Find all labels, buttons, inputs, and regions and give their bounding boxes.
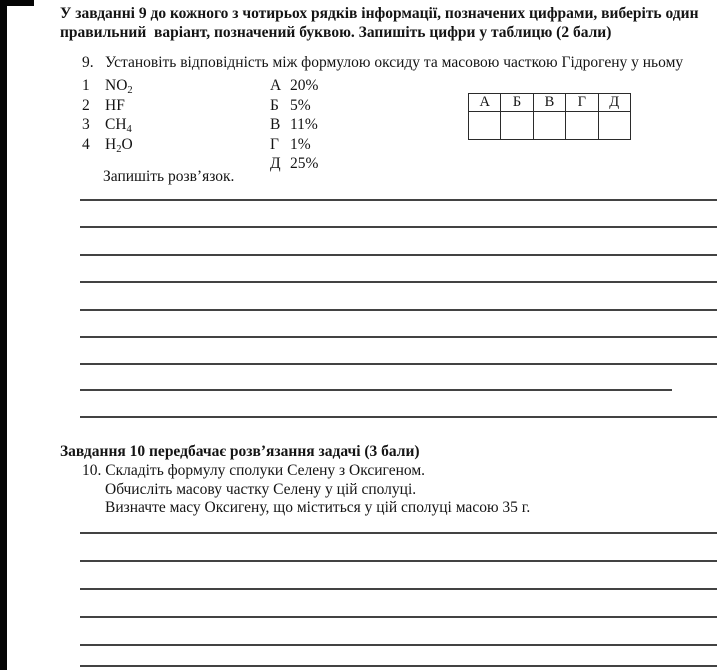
answer-table-answer-row [469, 112, 631, 140]
task9-option [270, 154, 318, 174]
option-value: 20% [290, 77, 319, 94]
task9-item [82, 135, 133, 155]
task10-statement-line1: 10. Складіть формулу сполуки Селену з Оксигеном. [82, 462, 426, 479]
answer-line [80, 363, 717, 365]
answer-table-input-cell [566, 112, 598, 140]
instructions-line1: У завданні 9 до кожного з чотирьох рядків інформації, позначених цифрами, виберіть один [60, 5, 699, 22]
answer-table-header-cell: В [533, 94, 565, 112]
answer-table-header-cell: Д [598, 94, 630, 112]
answer-table-header-row [469, 94, 631, 112]
item-formula: $NO_2$ [105, 77, 133, 96]
task10-statement-line2: Обчисліть масову частку Селену у цій сполуці. [105, 481, 417, 498]
answer-table-header-cell: Г [566, 94, 598, 112]
answer-table-header-cell: А [469, 94, 501, 112]
answer-line [80, 281, 717, 283]
item-formula: $H_2O$ [105, 135, 133, 155]
task9-option [270, 115, 318, 135]
answer-line [80, 644, 717, 646]
task9-item [82, 76, 133, 96]
task9-option-list [270, 76, 318, 174]
option-letter: А [270, 77, 282, 94]
item-number: 4 [82, 135, 90, 153]
answer-line [80, 254, 717, 256]
task10-heading: Завдання 10 передбачає розв’язання задачі (3 бали) [60, 443, 420, 460]
task9-prompt-text: Установіть відповідність між формулою оксиду та масовою часткою Гідрогену у ньому [105, 54, 684, 71]
answer-line [80, 309, 717, 311]
instructions-line2: правильний варіант, позначений буквою. Запишіть цифри у таблицю (2 бали) [60, 23, 612, 41]
answer-table-input-cell [469, 112, 501, 140]
answer-table-input-cell [533, 112, 565, 140]
task9-item [82, 115, 133, 135]
write-solution-label: Запишіть розв’язок. [103, 168, 235, 185]
scan-edge-artifact-left [0, 0, 7, 670]
option-value: 25% [290, 155, 319, 173]
task9-prompt [82, 54, 712, 72]
task9-option [270, 135, 318, 155]
answer-line [80, 336, 717, 338]
item-formula: HF [105, 96, 125, 114]
answer-table [468, 93, 631, 140]
task9-item-list [82, 76, 133, 154]
option-value: 11% [290, 116, 318, 134]
answer-table-input-cell [598, 112, 630, 140]
task9-number: 9. [82, 54, 94, 71]
task9-option [270, 76, 318, 96]
answer-line [80, 588, 717, 590]
item-number: 2 [82, 96, 90, 114]
option-letter: Г [270, 135, 279, 153]
task9-instructions [60, 5, 715, 42]
answer-line-short [80, 389, 672, 391]
answer-line [80, 226, 717, 228]
task10-statement-line3: Визначте масу Оксигену, що міститься у цій сполуці масою 35 г. [105, 499, 531, 516]
item-formula: $CH_4$ [105, 116, 132, 136]
item-number: 3 [82, 116, 90, 134]
option-letter: Б [270, 96, 279, 114]
answer-line [80, 560, 717, 562]
answer-table-input-cell [501, 112, 533, 140]
option-value: 1% [290, 135, 311, 153]
task9-item [82, 96, 133, 116]
answer-line [80, 532, 717, 534]
option-letter: Д [270, 155, 281, 173]
option-value: 5% [290, 96, 311, 114]
answer-line [80, 665, 717, 667]
option-letter: В [270, 116, 281, 134]
answer-line [80, 199, 717, 201]
task9-option [270, 96, 318, 116]
item-number: 1 [82, 77, 90, 94]
scan-edge-artifact-top [0, 0, 34, 6]
answer-table-header-cell: Б [501, 94, 533, 112]
answer-line [80, 616, 717, 618]
answer-line [80, 416, 717, 418]
